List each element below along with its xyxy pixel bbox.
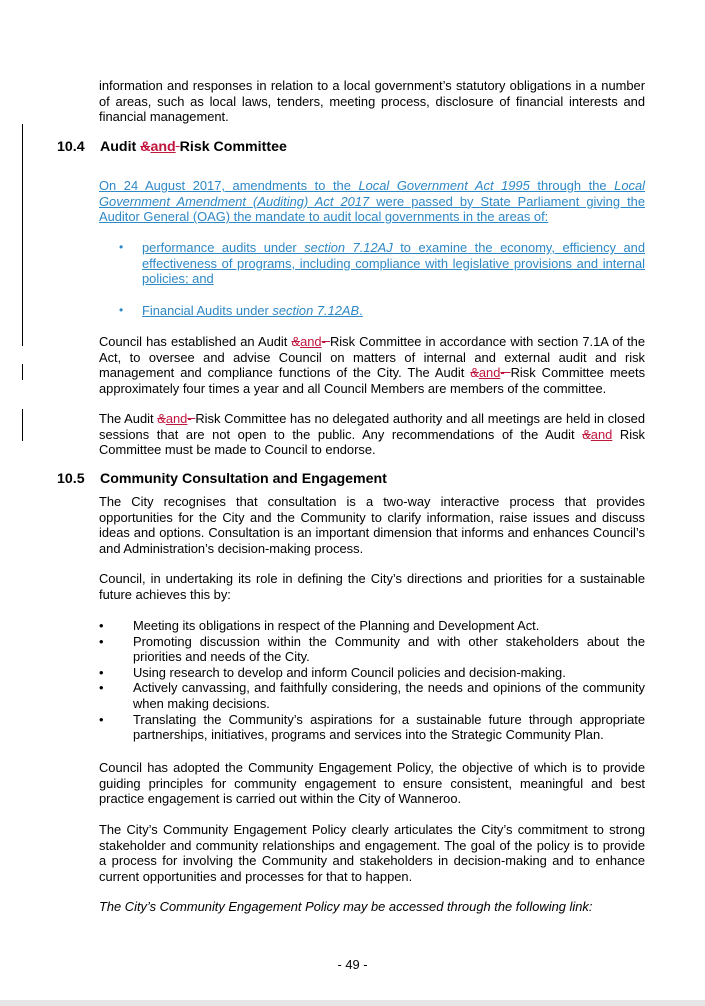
- oag-list-item: [121, 240, 645, 287]
- text-run: Risk Committee has no delegated authority and all meetings are held in closed sessions that are not open to the public. Any recommendations of the Audit: [99, 411, 646, 442]
- section-ref: section 7.12AJ: [304, 240, 393, 255]
- list-item: [99, 634, 645, 665]
- list-item: [99, 665, 645, 681]
- list-item: [99, 618, 645, 634]
- bullet-icon: •: [99, 711, 104, 727]
- bullet-icon: •: [99, 633, 104, 649]
- policy-paragraph-2: The City’s Community Engagement Policy clearly articulates the City’s commitment to strong stakeholder and community relationships and engagement. The goal of the policy is to provide a process for involving the Community and stakeholders in decision-making and to enhance current opportunities and processes for that to happen.: [99, 822, 645, 884]
- text-run: to examine the economy, efficiency and effectiveness of programs, including compliance with legislative provisions and internal policies; and: [142, 240, 645, 287]
- list-item-text: Actively canvassing, and faithfully considering, the needs and opinions of the community when making decisions.: [133, 680, 645, 711]
- text-run: The Audit: [99, 411, 158, 426]
- council-bullet-list: [99, 618, 645, 743]
- text-run: .: [359, 303, 363, 318]
- text-run: On 24 August 2017, amendments to the: [99, 178, 359, 193]
- deleted-text: &: [140, 139, 151, 155]
- section-title-part: Audit: [100, 139, 141, 155]
- committee-paragraph: [99, 334, 645, 396]
- change-bar: [22, 124, 23, 346]
- inserted-text: and: [300, 334, 322, 349]
- page-bottom-edge: [0, 1000, 705, 1006]
- section-title: Community Consultation and Engagement: [100, 471, 387, 487]
- list-item: [99, 680, 645, 711]
- deleted-text: -: [500, 365, 511, 381]
- bullet-icon: •: [99, 680, 104, 696]
- policy-link-paragraph: [99, 899, 645, 915]
- deleted-text: -: [187, 411, 196, 426]
- deleted-text: -: [321, 334, 330, 349]
- inserted-text: and: [165, 411, 188, 426]
- consultation-paragraph: The City recognises that consultation is a two-way interactive process that provides opportunities for the City and the Community to clarify information, raise issues and discuss ideas and options. Consultation is an important dimension that informs and enhances Council’s and Administration’s decision-making process.: [99, 494, 645, 556]
- change-bar: [22, 364, 23, 380]
- inserted-text: and: [478, 365, 501, 381]
- text-run: through the: [529, 178, 615, 193]
- deleted-text: &: [470, 365, 479, 381]
- text-run: Council has established an Audit: [99, 334, 292, 349]
- policy-paragraph: Council has adopted the Community Engagement Policy, the objective of which is to provide guiding principles for community engagement to ensure consistent, meaningful and best practice engagement is carried out within the City of Wanneroo.: [99, 760, 645, 807]
- inserted-text: and: [150, 139, 176, 155]
- section-ref: section 7.12AB: [272, 303, 360, 318]
- list-item-text: Meeting its obligations in respect of the Planning and Development Act.: [133, 618, 540, 633]
- bullet-icon: •: [119, 303, 124, 317]
- bullet-icon: •: [119, 240, 124, 254]
- section-title-part: Risk Committee: [179, 139, 287, 155]
- list-item-text: Translating the Community’s aspirations for a sustainable future through appropriate partnerships, initiatives, programs and services into the Strategic Community Plan.: [133, 711, 645, 743]
- deleted-text: &: [291, 334, 301, 349]
- intro-paragraph: information and responses in relation to a local government’s statutory obligations in a number of areas, such as local laws, tenders, meeting process, disclosure of financial interests and financial management.: [99, 78, 645, 125]
- text-run: Risk Committee meets approximately four times a year and all Council Members are members of the committee.: [99, 365, 646, 396]
- section-number: 10.5: [57, 471, 85, 487]
- deleted-text: &: [157, 411, 166, 426]
- oag-list-item: [121, 303, 645, 319]
- act-name: Local Government Amendment (Auditing) Act 2017: [99, 178, 645, 209]
- list-item: [99, 712, 645, 743]
- deleted-text: &: [582, 426, 591, 442]
- inserted-text: and: [590, 426, 613, 442]
- bullet-icon: •: [99, 664, 104, 680]
- text-run: Risk Committee must be made to Council to endorse.: [99, 426, 645, 458]
- section-heading-10-4: [57, 139, 287, 156]
- text-run: Financial Audits under: [142, 303, 273, 318]
- text-run: Risk Committee in accordance with section 7.1A of the Act, to oversee and advise Council on matters of internal and external audit and risk management and compliance functions of the City. The Audit: [99, 334, 645, 381]
- section-number: 10.4: [57, 139, 85, 155]
- committee-paragraph-2: [99, 411, 645, 458]
- bullet-icon: •: [99, 618, 104, 633]
- oag-paragraph: [99, 178, 645, 225]
- act-name: Local Government Act 1995: [358, 178, 530, 193]
- section-heading-10-5: [57, 471, 387, 488]
- page-number: - 49 -: [337, 957, 368, 972]
- text-run: were passed by State Parliament giving the Auditor General (OAG) the mandate to audit local governments in the areas of:: [99, 193, 645, 225]
- link-intro-text: The City’s Community Engagement Policy may be accessed through the following link:: [99, 899, 593, 914]
- change-bar: [22, 409, 23, 441]
- council-role-paragraph: Council, in undertaking its role in defining the City’s directions and priorities for a sustainable future achieves this by:: [99, 571, 645, 602]
- list-item-text: Promoting discussion within the Community and with other stakeholders about the priorities and needs of the City.: [133, 633, 645, 665]
- text-run: performance audits under: [142, 240, 305, 255]
- list-item-text: Using research to develop and inform Council policies and decision-making.: [133, 664, 566, 680]
